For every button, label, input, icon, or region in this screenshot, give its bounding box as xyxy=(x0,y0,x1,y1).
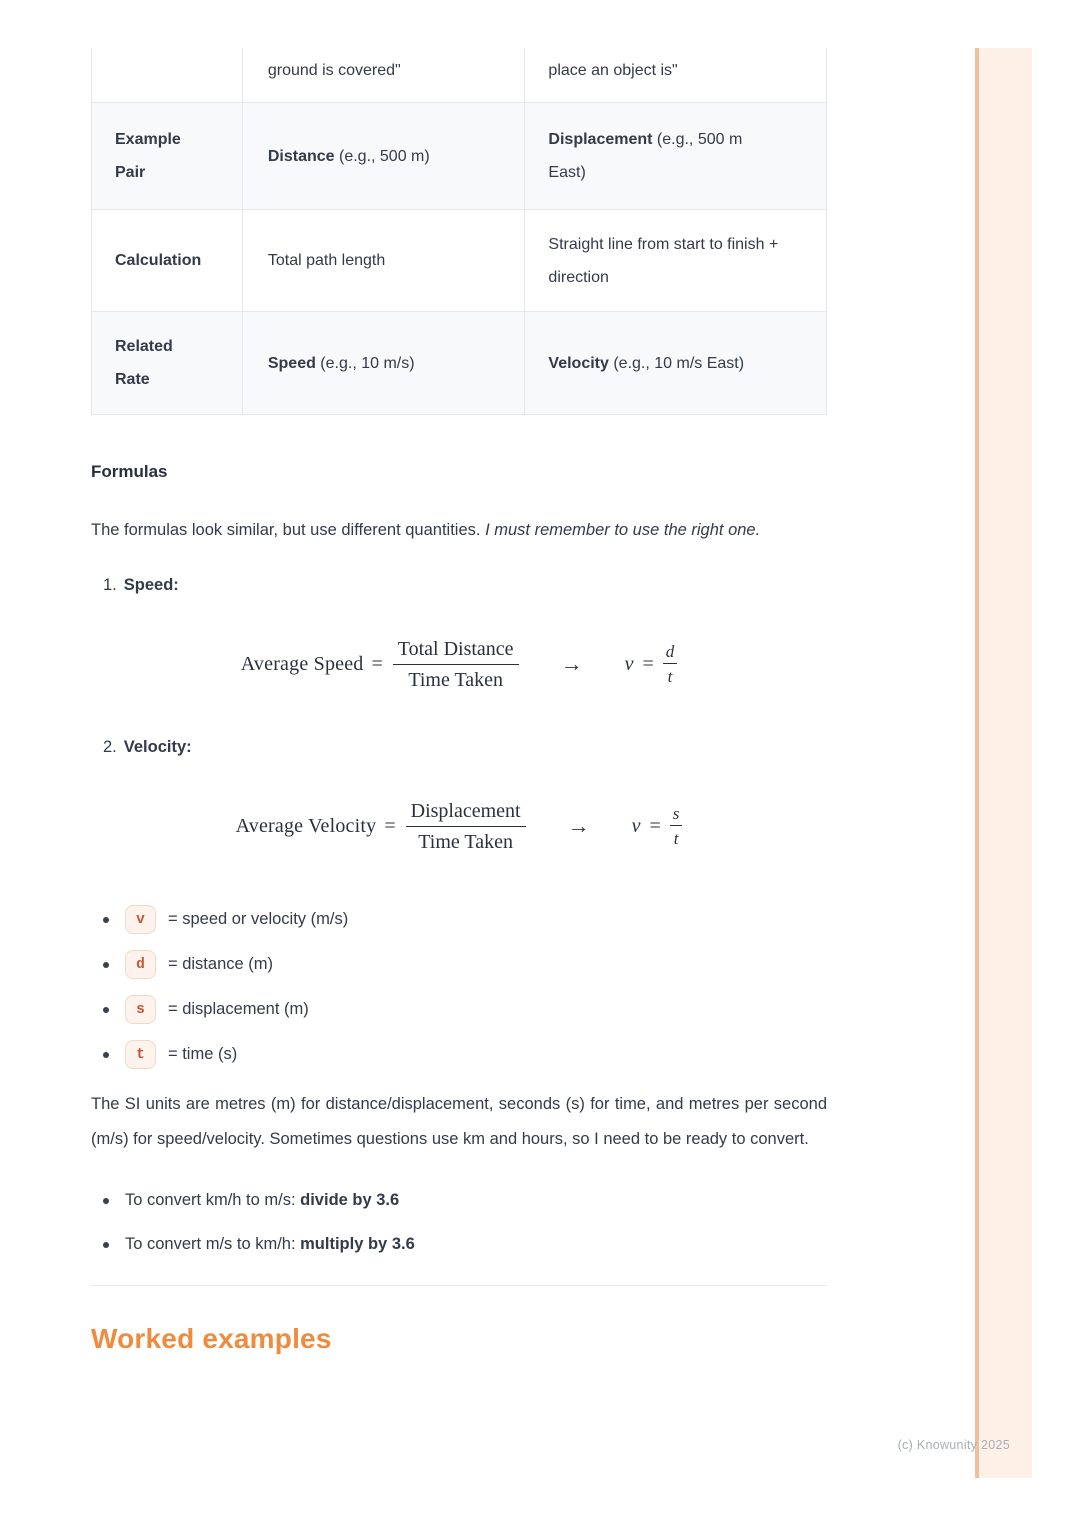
table-cell-header xyxy=(91,210,242,311)
page-content xyxy=(91,0,827,1355)
table-cell-displacement xyxy=(524,210,826,311)
code-badge: v xyxy=(125,905,156,934)
si-units-paragraph: The SI units are metres (m) for distance/displacement, seconds (s) for time, and metres per second (m/s) for speed/velocity. Sometimes questions use km and hours, so I need to be ready to convert. xyxy=(91,1095,827,1148)
list-item xyxy=(91,1183,827,1218)
table-row xyxy=(91,210,826,312)
equals-sign: = xyxy=(642,652,654,675)
cell-text xyxy=(268,140,430,173)
fraction xyxy=(393,636,519,693)
cell-text: ground is covered" xyxy=(267,62,401,79)
equals-sign: = xyxy=(371,652,383,675)
table-row xyxy=(91,312,826,415)
cell-rest: Total path length xyxy=(267,252,386,269)
bullet-dot xyxy=(103,1052,109,1058)
row-label: Calculation xyxy=(115,252,202,269)
list-item xyxy=(91,1032,827,1077)
cell-text xyxy=(548,228,780,294)
fraction xyxy=(663,641,678,688)
cell-text: place an object is" xyxy=(548,62,678,79)
conversion-normal: To convert km/h to m/s: xyxy=(125,1191,301,1209)
equals-sign: = xyxy=(384,814,396,837)
table-cell-distance xyxy=(242,312,525,414)
cell-bold-term: Velocity xyxy=(548,354,609,372)
formulas-heading: Formulas xyxy=(91,462,168,481)
variable-definitions-list xyxy=(91,897,827,1077)
table-cell-header xyxy=(91,312,242,414)
code-badge: s xyxy=(125,995,156,1024)
fraction-numerator: s xyxy=(670,803,683,826)
list-label: Velocity: xyxy=(123,738,192,756)
arrow-symbol: → xyxy=(560,651,583,676)
fraction-numerator: d xyxy=(663,641,678,664)
variable-description: = displacement (m) xyxy=(168,1000,309,1018)
table-cell-header xyxy=(91,103,242,209)
table-cell-distance xyxy=(242,210,525,311)
formula-lhs: Average Velocity xyxy=(235,814,377,837)
fraction xyxy=(670,803,683,850)
row-label: Related Rate xyxy=(115,338,173,388)
list-item-speed xyxy=(91,575,827,596)
cell-text xyxy=(268,244,385,277)
fraction-denominator: t xyxy=(667,667,673,686)
variable-v: v xyxy=(631,814,641,837)
copyright-footer: (c) Knowunity 2025 xyxy=(897,1438,1010,1452)
formula-lhs: Average Speed xyxy=(240,652,364,675)
bullet-dot xyxy=(103,1198,109,1204)
table-cell-displacement xyxy=(524,103,826,209)
fraction-denominator: t xyxy=(673,829,679,848)
compact-formula xyxy=(632,803,683,850)
fraction-denominator: Time Taken xyxy=(408,668,504,691)
variable-description: = distance (m) xyxy=(168,955,273,973)
arrow-symbol: → xyxy=(567,813,590,838)
cell-rest: (e.g., 500 m) xyxy=(334,147,430,165)
table-row xyxy=(91,103,826,210)
cell-rest: (e.g., 10 m/s East) xyxy=(608,354,745,372)
list-item xyxy=(91,987,827,1032)
fraction-numerator: Displacement xyxy=(406,798,526,827)
list-item-velocity xyxy=(91,737,827,758)
conversion-normal: To convert m/s to km/h: xyxy=(125,1235,301,1253)
list-item xyxy=(91,897,827,942)
conversion-bold: multiply by 3.6 xyxy=(300,1235,415,1253)
cell-bold-term: Displacement xyxy=(548,131,653,148)
variable-description: = speed or velocity (m/s) xyxy=(168,910,349,928)
list-item xyxy=(91,1227,827,1262)
list-number: 1. xyxy=(103,576,117,594)
table-cell-displacement xyxy=(524,48,826,102)
cell-rest: (e.g., 500 m East) xyxy=(548,131,743,181)
list-item xyxy=(91,942,827,987)
formulas-intro-paragraph xyxy=(91,513,827,548)
fraction-denominator: Time Taken xyxy=(418,830,513,853)
bullet-dot xyxy=(103,1242,109,1248)
intro-normal: The formulas look similar, but use different quantities. xyxy=(91,521,486,539)
fraction xyxy=(406,798,526,855)
table-row xyxy=(91,48,826,103)
variable-description: = time (s) xyxy=(168,1045,238,1063)
cell-rest: Straight line from start to finish + direction xyxy=(548,235,779,286)
fraction-numerator: Total Distance xyxy=(393,636,519,665)
table-cell-header xyxy=(91,48,242,102)
speed-formula xyxy=(91,626,827,702)
code-badge: t xyxy=(125,1040,156,1069)
compact-formula xyxy=(625,641,678,688)
bullet-dot xyxy=(103,1007,109,1013)
intro-italic: I must remember to use the right one. xyxy=(485,521,761,539)
cell-rest: (e.g., 10 m/s) xyxy=(315,354,415,372)
conversion-list xyxy=(91,1183,827,1262)
list-number: 2. xyxy=(103,738,117,756)
cell-bold-term: Distance xyxy=(267,147,335,165)
section-divider xyxy=(91,1285,827,1286)
row-label: Example Pair xyxy=(115,131,181,181)
table-cell-distance xyxy=(242,103,525,209)
conversion-text xyxy=(125,1183,399,1218)
bullet-dot xyxy=(103,917,109,923)
code-badge: d xyxy=(125,950,156,979)
table-cell-distance xyxy=(242,48,525,102)
cell-text xyxy=(548,347,744,380)
page-margin-strip xyxy=(975,48,1032,1478)
cell-text xyxy=(268,347,415,380)
cell-text xyxy=(548,123,780,189)
conversion-bold: divide by 3.6 xyxy=(300,1191,400,1209)
list-label: Speed: xyxy=(123,576,179,594)
comparison-table xyxy=(91,48,827,415)
variable-v: v xyxy=(624,652,634,675)
worked-examples-heading: Worked examples xyxy=(91,1323,332,1354)
conversion-text xyxy=(125,1227,415,1262)
equals-sign: = xyxy=(649,814,661,837)
cell-bold-term: Speed xyxy=(267,354,316,372)
bullet-dot xyxy=(103,962,109,968)
table-cell-displacement xyxy=(524,312,826,414)
velocity-formula xyxy=(91,788,827,864)
